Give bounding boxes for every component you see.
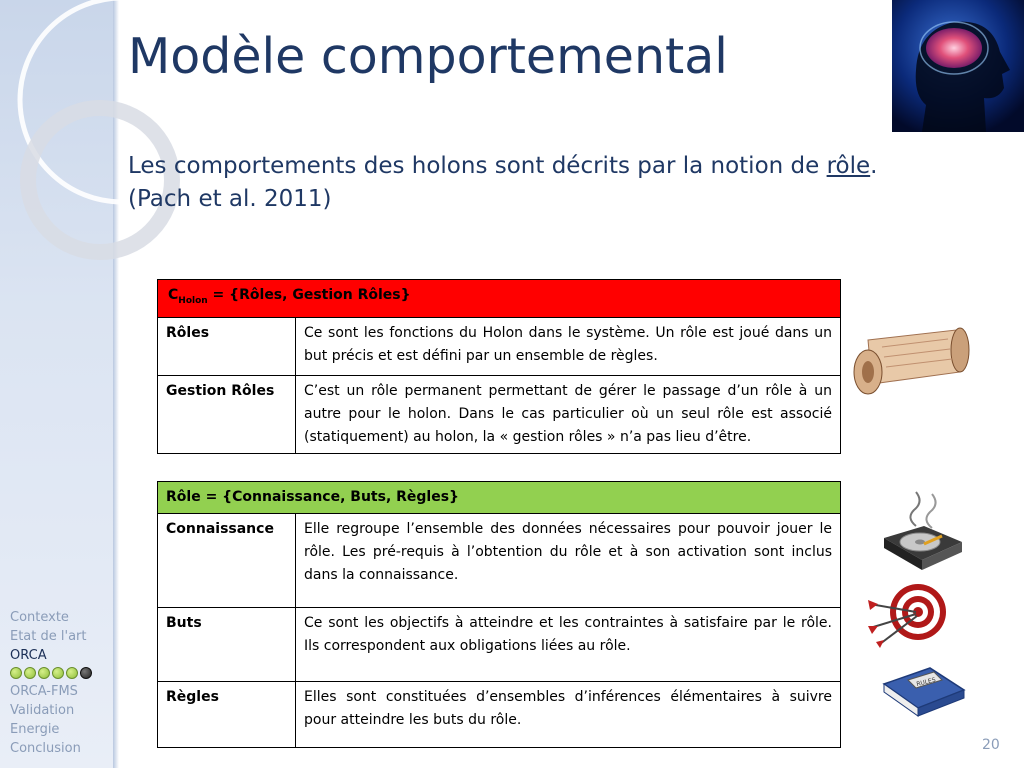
- hard-disk-icon: [876, 488, 966, 576]
- slide-subtitle: [128, 150, 877, 216]
- table-row: [158, 682, 841, 748]
- progress-dot: [66, 667, 78, 679]
- subtitle-text: Les comportements des holons sont décrits par la notion de: [128, 153, 827, 179]
- row-description: C’est un rôle permanent permettant de gérer le passage d’un rôle à un autre pour le holon. Dans le cas particulier où un seul rôle est associé (statiquement) au holon, la « gestion rôles » n’a pas lieu d’être.: [296, 375, 841, 453]
- target-icon: [866, 582, 950, 650]
- header-c: C: [168, 287, 179, 303]
- role-link[interactable]: rôle: [826, 153, 871, 179]
- table-row: [158, 514, 841, 608]
- nav-item-validation[interactable]: Validation: [10, 703, 75, 718]
- role-definition-table: [157, 481, 841, 748]
- rules-book-icon: [878, 662, 968, 720]
- progress-dot: [38, 667, 50, 679]
- progress-dot: [52, 667, 64, 679]
- brain-image: [892, 0, 1024, 132]
- row-term: Connaissance: [158, 514, 296, 608]
- nav-item-conclusion[interactable]: Conclusion: [10, 741, 81, 756]
- row-term: Buts: [158, 608, 296, 682]
- nav-item-contexte[interactable]: Contexte: [10, 610, 69, 625]
- row-term: Gestion Rôles: [158, 375, 296, 453]
- table-row: [158, 317, 841, 375]
- scroll-icon: [848, 322, 974, 402]
- row-description: Elles sont constituées d’ensembles d’inférences élémentaires à suivre pour atteindre les buts du rôle.: [296, 682, 841, 748]
- row-description: Ce sont les fonctions du Holon dans le système. Un rôle est joué dans un but précis et est défini par un ensemble de règles.: [296, 317, 841, 375]
- table-row: [158, 375, 841, 453]
- holon-table-header: [158, 280, 841, 318]
- progress-dot-current: [80, 667, 92, 679]
- page-number: 20: [982, 737, 1000, 753]
- row-term: Rôles: [158, 317, 296, 375]
- header-subscript: Holon: [178, 295, 208, 306]
- section-nav: [10, 608, 92, 758]
- citation: (Pach et al. 2011): [128, 186, 332, 212]
- progress-dot: [24, 667, 36, 679]
- subtitle-period: .: [870, 153, 878, 179]
- nav-item-energie[interactable]: Energie: [10, 722, 60, 737]
- progress-dot: [10, 667, 22, 679]
- nav-item-orca-fms[interactable]: ORCA-FMS: [10, 684, 78, 699]
- holon-behavior-table: [157, 279, 841, 454]
- progress-dots: [10, 667, 92, 679]
- book-label: RULES: [915, 676, 937, 689]
- header-definition: = {Rôles, Gestion Rôles}: [207, 287, 411, 303]
- table-row: [158, 608, 841, 682]
- role-table-header: Rôle = {Connaissance, Buts, Règles}: [158, 482, 841, 514]
- slide-title: Modèle comportemental: [128, 28, 728, 85]
- nav-item-orca[interactable]: ORCA: [10, 648, 47, 663]
- row-description: Ce sont les objectifs à atteindre et les contraintes à satisfaire par le rôle. Ils correspondent aux obligations liées au rôle.: [296, 608, 841, 682]
- row-description: Elle regroupe l’ensemble des données nécessaires pour pouvoir jouer le rôle. Les pré-requis à l’obtention du rôle et à son activation sont inclus dans la connaissance.: [296, 514, 841, 608]
- nav-item-etat-de-l-art[interactable]: Etat de l'art: [10, 629, 87, 644]
- row-term: Règles: [158, 682, 296, 748]
